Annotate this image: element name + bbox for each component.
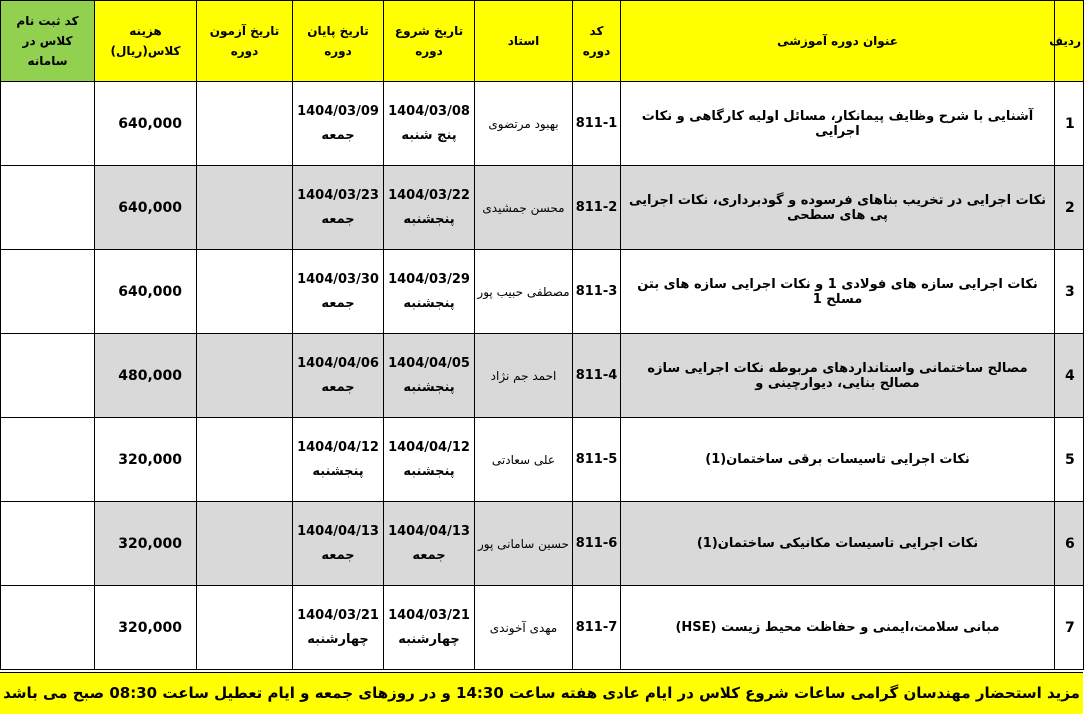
- row-number: 6: [1055, 502, 1084, 586]
- row-number: 7: [1055, 586, 1084, 670]
- registration-code: [1, 250, 95, 334]
- teacher-name: مصطفی حبیب پور: [475, 250, 573, 334]
- teacher-name: احمد جم نژاد: [475, 334, 573, 418]
- end-date: [293, 586, 384, 670]
- end-date: [293, 166, 384, 250]
- table-row: [1, 166, 1084, 250]
- end-date-value: 1404/03/09: [297, 103, 379, 119]
- registration-code: [1, 586, 95, 670]
- course-title: نکات اجرایی تاسیسات مکانیکی ساختمان(1): [621, 502, 1055, 586]
- table-row: [1, 82, 1084, 166]
- end-date-weekday: جمعه: [321, 547, 355, 563]
- registration-code: [1, 502, 95, 586]
- course-title: نکات اجرایی در تخریب بناهای فرسوده و گودبرداری، نکات اجرایی پی های سطحی: [621, 166, 1055, 250]
- end-date: [293, 334, 384, 418]
- table-header-row: [1, 1, 1084, 82]
- class-fee: 640,000: [95, 82, 197, 166]
- end-date: [293, 418, 384, 502]
- class-fee: 640,000: [95, 250, 197, 334]
- start-date-value: 1404/04/13: [388, 523, 470, 539]
- exam-date: [197, 82, 293, 166]
- class-fee: 320,000: [95, 418, 197, 502]
- start-date-weekday: جمعه: [412, 547, 446, 563]
- header-course-code: کد دوره: [573, 1, 621, 82]
- start-date-value: 1404/03/29: [388, 271, 470, 287]
- teacher-name: علی سعادتی: [475, 418, 573, 502]
- exam-date: [197, 502, 293, 586]
- start-date-weekday: پنجشنبه: [403, 463, 455, 479]
- header-end-date: تاریخ پایان دوره: [293, 1, 384, 82]
- course-title: آشنایی با شرح وظایف پیمانکار، مسائل اولیه کارگاهی و نکات اجرایی: [621, 82, 1055, 166]
- teacher-name: محسن جمشیدی: [475, 166, 573, 250]
- end-date-value: 1404/04/12: [297, 439, 379, 455]
- start-date: [384, 502, 475, 586]
- teacher-name: حسین سامانی پور: [475, 502, 573, 586]
- header-start-date: تاریخ شروع دوره: [384, 1, 475, 82]
- course-title: نکات اجرایی سازه های فولادی 1 و نکات اجرایی سازه های بتن مسلح 1: [621, 250, 1055, 334]
- start-date-weekday: پنج شنبه: [401, 127, 457, 143]
- end-date-weekday: جمعه: [321, 127, 355, 143]
- header-registration-code: کد ثبت نام کلاس در سامانه: [1, 1, 95, 82]
- course-code: 811-2: [573, 166, 621, 250]
- row-number: 5: [1055, 418, 1084, 502]
- course-code: 811-7: [573, 586, 621, 670]
- start-date: [384, 250, 475, 334]
- row-number: 4: [1055, 334, 1084, 418]
- course-code: 811-4: [573, 334, 621, 418]
- start-date-weekday: چهارشنبه: [398, 631, 460, 647]
- table-row: [1, 586, 1084, 670]
- end-date-weekday: جمعه: [321, 211, 355, 227]
- table-row: [1, 502, 1084, 586]
- header-teacher: استاد: [475, 1, 573, 82]
- exam-date: [197, 418, 293, 502]
- class-fee: 320,000: [95, 502, 197, 586]
- end-date-value: 1404/04/06: [297, 355, 379, 371]
- start-date: [384, 166, 475, 250]
- header-course-title: عنوان دوره آموزشی: [621, 1, 1055, 82]
- start-date-weekday: پنجشنبه: [403, 211, 455, 227]
- start-date-value: 1404/03/22: [388, 187, 470, 203]
- class-fee: 640,000: [95, 166, 197, 250]
- row-number: 1: [1055, 82, 1084, 166]
- end-date-weekday: چهارشنبه: [307, 631, 369, 647]
- registration-code: [1, 82, 95, 166]
- start-date-value: 1404/04/12: [388, 439, 470, 455]
- teacher-name: مهدی آخوندی: [475, 586, 573, 670]
- exam-date: [197, 166, 293, 250]
- end-date-value: 1404/03/23: [297, 187, 379, 203]
- table-row: [1, 334, 1084, 418]
- table-row: [1, 418, 1084, 502]
- course-title: نکات اجرایی تاسیسات برقی ساختمان(1): [621, 418, 1055, 502]
- exam-date: [197, 586, 293, 670]
- exam-date: [197, 250, 293, 334]
- start-date: [384, 418, 475, 502]
- start-date-weekday: پنجشنبه: [403, 295, 455, 311]
- course-table-body: [1, 82, 1084, 670]
- end-date-value: 1404/03/21: [297, 607, 379, 623]
- table-row: [1, 250, 1084, 334]
- exam-date: [197, 334, 293, 418]
- header-class-fee: هزینه کلاس(ریال): [95, 1, 197, 82]
- start-date: [384, 586, 475, 670]
- end-date: [293, 82, 384, 166]
- registration-code: [1, 334, 95, 418]
- registration-code: [1, 166, 95, 250]
- end-date-value: 1404/04/13: [297, 523, 379, 539]
- course-title: مبانی سلامت،ایمنی و حفاظت محیط زیست (HSE): [621, 586, 1055, 670]
- start-date: [384, 334, 475, 418]
- start-date-value: 1404/03/08: [388, 103, 470, 119]
- start-date: [384, 82, 475, 166]
- row-number: 3: [1055, 250, 1084, 334]
- end-date-value: 1404/03/30: [297, 271, 379, 287]
- registration-code: [1, 418, 95, 502]
- course-code: 811-5: [573, 418, 621, 502]
- start-date-value: 1404/03/21: [388, 607, 470, 623]
- footer-note: مزید استحضار مهندسان گرامی ساعات شروع کلاس در ایام عادی هفته ساعت 14:30 و در روزهای جمعه و ایام تعطیل ساعت 08:30 صبح می باشد: [0, 672, 1083, 714]
- end-date: [293, 502, 384, 586]
- course-code: 811-3: [573, 250, 621, 334]
- teacher-name: بهبود مرتضوی: [475, 82, 573, 166]
- class-fee: 320,000: [95, 586, 197, 670]
- class-fee: 480,000: [95, 334, 197, 418]
- course-title: مصالح ساختمانی واستانداردهای مربوطه نکات اجرایی سازه مصالح بنایی، دیوارچینی و: [621, 334, 1055, 418]
- end-date: [293, 250, 384, 334]
- row-number: 2: [1055, 166, 1084, 250]
- end-date-weekday: جمعه: [321, 379, 355, 395]
- course-code: 811-1: [573, 82, 621, 166]
- course-code: 811-6: [573, 502, 621, 586]
- header-row-number: ردیف: [1055, 1, 1084, 82]
- start-date-weekday: پنجشنبه: [403, 379, 455, 395]
- end-date-weekday: پنجشنبه: [312, 463, 364, 479]
- start-date-value: 1404/04/05: [388, 355, 470, 371]
- header-exam-date: تاریخ آزمون دوره: [197, 1, 293, 82]
- end-date-weekday: جمعه: [321, 295, 355, 311]
